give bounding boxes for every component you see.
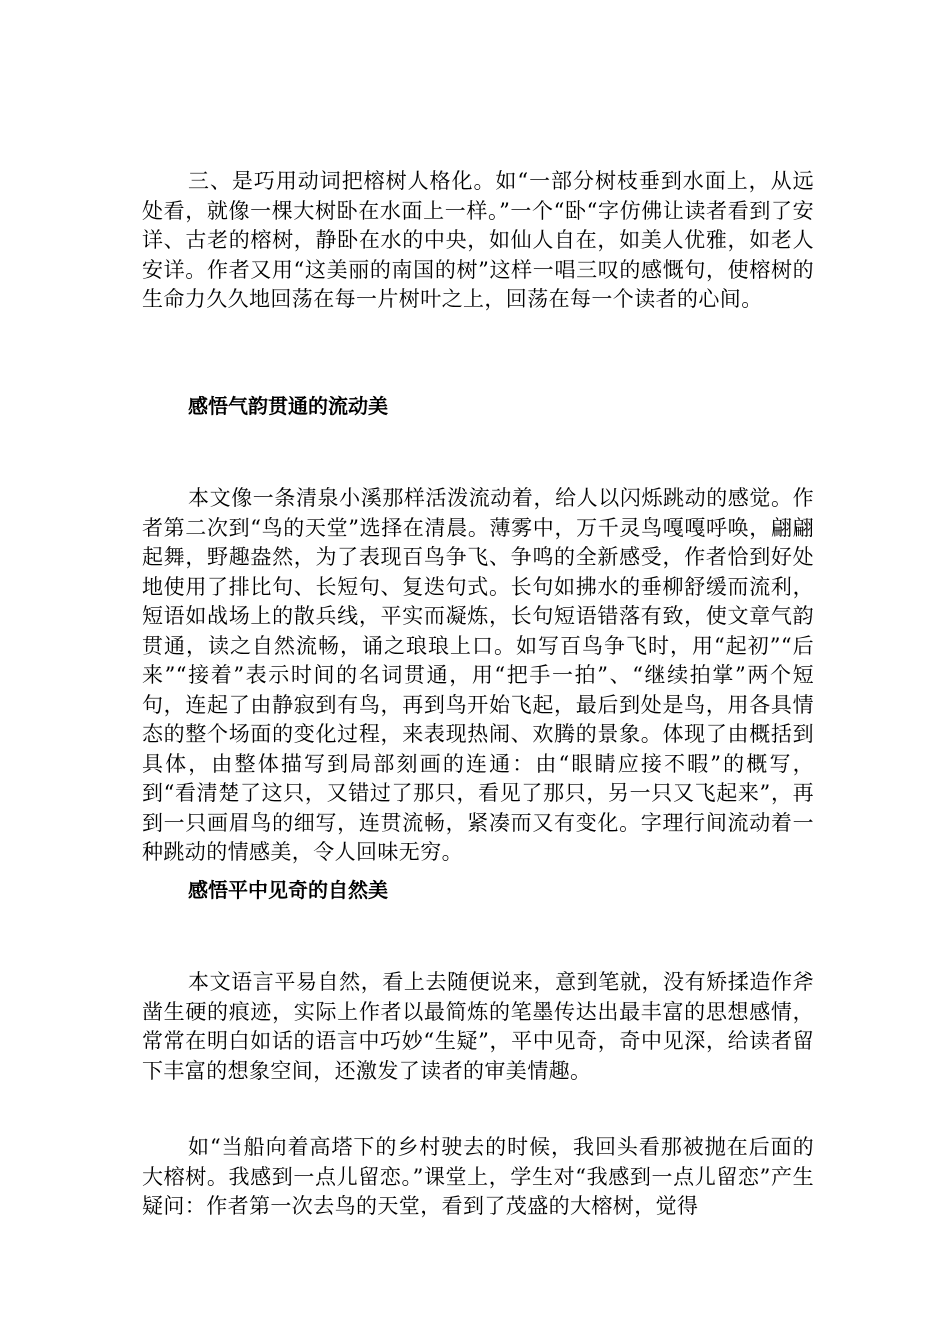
section-heading-natural-beauty: 感悟平中见奇的自然美 xyxy=(188,878,388,902)
paragraph-personification: 三、是巧用动词把榕树人格化。如“一部分树枝垂到水面上，从远处看，就像一棵大树卧在水面上一样。”一个“卧“字仿佛让读者看到了安详、古老的榕树，静卧在水的中央，如仙人自在，如美人优雅，如老人安详。作者又用“这美丽的南国的树”这样一唱三叹的感慨句，使榕树的生命力久久地回荡在每一片树叶之上，回荡在每一个读者的心间。 xyxy=(142,169,814,311)
paragraph-flow-beauty: 本文像一条清泉小溪那样活泼流动着，给人以闪烁跳动的感觉。作者第二次到“鸟的天堂”选择在清晨。薄雾中，万千灵鸟嘎嘎呼唤，翩翩起舞，野趣盎然，为了表现百鸟争飞、争鸣的全新感受，作者恰到好处地使用了排比句、长短句、复迭句式。长句如拂水的垂柳舒缓而流利，短语如战场上的散兵线，平实而凝炼，长句短语错落有致，使文章气韵贯通，读之自然流畅，诵之琅琅上口。如写百鸟争飞时，用“起初”“后来”“接着”表示时间的名词贯通，用“把手一拍”、“继续拍掌”两个短句，连起了由静寂到有鸟，再到鸟开始飞起，最后到处是鸟，用各具情态的整个场面的变化过程，来表现热闹、欢腾的景象。体现了由概括到具体，由整体描写到局部刻画的连通：由“眼睛应接不暇”的概写，到“看清楚了这只，又错过了那只，看见了那只，另一只又飞起来”，再到一只画眉鸟的细写，连贯流畅，紧凑而又有变化。字理行间流动着一种跳动的情感美，令人回味无穷。 xyxy=(142,486,814,864)
paragraph-natural-beauty: 本文语言平易自然，看上去随便说来，意到笔就，没有矫揉造作斧凿生硬的痕迹，实际上作者以最简炼的笔墨传达出最丰富的思想感情，常常在明白如话的语言中巧妙“生疑”，平中见奇，奇中见深，给读者留下丰富的想象空间，还激发了读者的审美情趣。 xyxy=(142,970,814,1083)
section-heading-flow-beauty: 感悟气韵贯通的流动美 xyxy=(188,394,388,418)
paragraph-example-banyan: 如“当船向着高塔下的乡村驶去的时候，我回头看那被抛在后面的大榕树。我感到一点儿留恋。”课堂上，学生对“我感到一点儿留恋”产生疑问：作者第一次去鸟的天堂，看到了茂盛的大榕树，觉得 xyxy=(142,1135,814,1218)
